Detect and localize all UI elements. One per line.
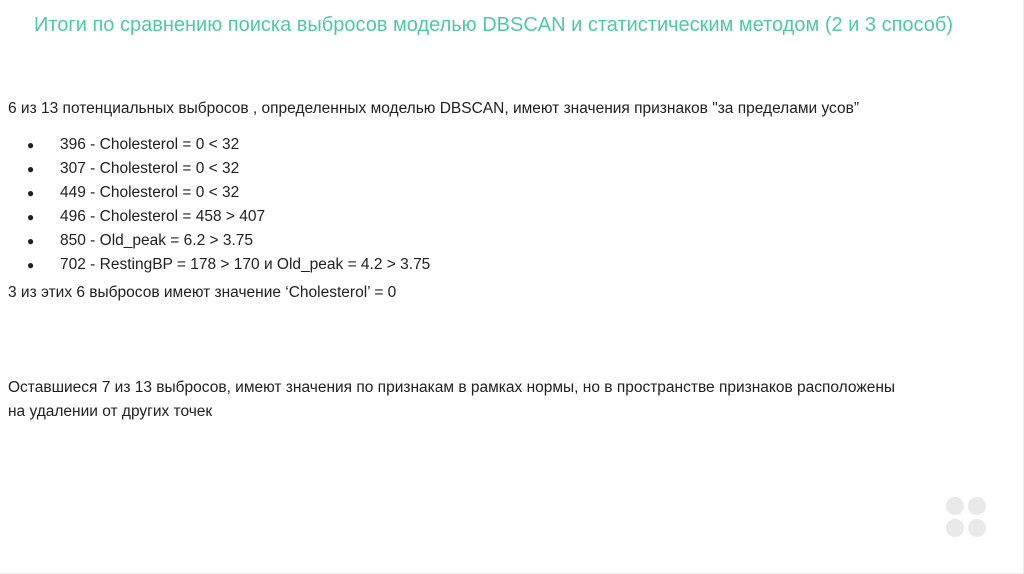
list-item-text: 307 - Cholesterol = 0 < 32: [60, 160, 240, 177]
note-paragraph: 3 из этих 6 выбросов имеют значение ‘Cholesterol’ = 0: [8, 284, 397, 301]
list-item: [8, 205, 908, 229]
bullet-icon: ●: [27, 234, 35, 248]
list-item-text: 850 - Old_peak = 6.2 > 3.75: [60, 232, 254, 249]
bullet-icon: ●: [27, 258, 35, 272]
bullet-icon: ●: [27, 138, 35, 152]
slide-title: Итоги по сравнению поиска выбросов моделью DBSCAN и статистическим методом (2 и 3 способ): [34, 14, 953, 36]
list-item: [8, 253, 908, 277]
list-item: [8, 229, 908, 253]
list-item: [8, 181, 908, 205]
outlier-list: [8, 133, 908, 277]
list-item-text: 496 - Cholesterol = 458 > 407: [60, 208, 266, 225]
bullet-icon: ●: [27, 186, 35, 200]
list-item: [8, 133, 908, 157]
list-item-text: 702 - RestingBP = 178 > 170 и Old_peak = 4.2 > 3.75: [60, 256, 431, 273]
intro-paragraph: 6 из 13 потенциальных выбросов , определенных моделью DBSCAN, имеют значения признаков "за пределами усов”: [8, 100, 859, 117]
list-item-text: 396 - Cholesterol = 0 < 32: [60, 136, 240, 153]
bullet-icon: ●: [27, 162, 35, 176]
list-item-text: 449 - Cholesterol = 0 < 32: [60, 184, 240, 201]
bullet-icon: ●: [27, 210, 35, 224]
conclusion-paragraph: Оставшиеся 7 из 13 выбросов, имеют значения по признакам в рамках нормы, но в пространстве признаков расположены на удалении от других точек: [8, 379, 896, 420]
list-item: [8, 157, 908, 181]
four-circles-logo-icon: [944, 495, 988, 539]
slide-content: [8, 97, 908, 420]
